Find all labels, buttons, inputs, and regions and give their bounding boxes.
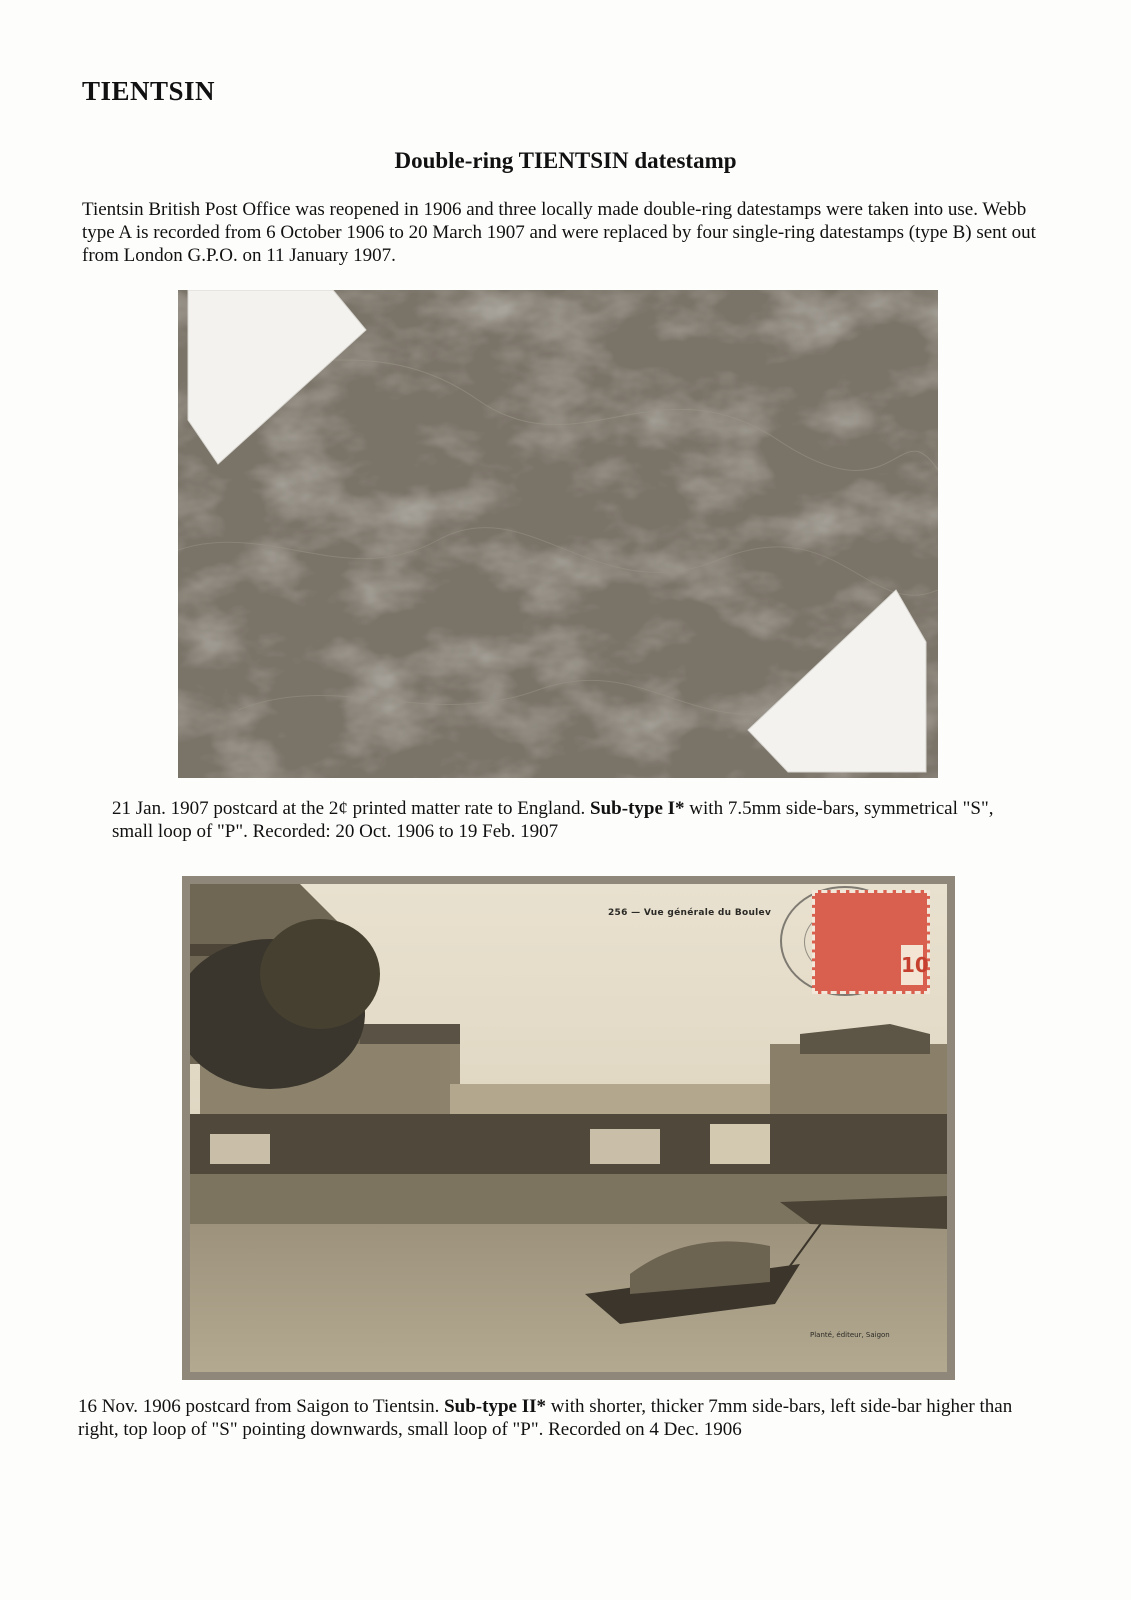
- caption-text: with shorter, thicker 7mm side-bars, left side-bar higher than right, top loop of "S" pointing downwards, small loop of "P". Recorded on 4 Dec. 1906: [78, 1396, 1013, 1440]
- caption-text: 21 Jan. 1907 postcard at the 2¢ printed matter rate to England.: [112, 798, 586, 819]
- subtype-label: Sub-type II*: [444, 1396, 547, 1417]
- caption-text: 16 Nov. 1906 postcard from Saigon to Tientsin.: [78, 1396, 440, 1417]
- page-title: TIENTSIN: [82, 76, 216, 106]
- intro-paragraph: Tientsin British Post Office was reopened in 1906 and three locally made double-ring datestamps were taken into use. Webb type A is recorded from 6 October 1906 to 20 March 1907 and were replaced by four single-ring datestamps (type B) sent out from London G.P.O. on 11 January 1907.: [82, 199, 1036, 266]
- publisher-imprint: Planté, éditeur, Saigon: [810, 1331, 890, 1339]
- marbled-mount-texture: [178, 290, 938, 778]
- stamp-value: 10: [901, 945, 923, 985]
- subtype-label: Sub-type I*: [590, 798, 685, 819]
- postcard-label: 256 — Vue générale du Boulev: [608, 908, 772, 918]
- caption-text: with 7.5mm side-bars, symmetrical "S", small loop of "P". Recorded: 20 Oct. 1906 to 19 Feb. 1907: [112, 798, 994, 842]
- postcard-1-caption: [112, 797, 1012, 843]
- section-heading: Double-ring TIENTSIN datestamp: [394, 148, 737, 173]
- postage-stamp: [812, 890, 930, 994]
- postcard-2: [182, 876, 955, 1380]
- postcard-1-mount: [178, 290, 938, 778]
- postcard-2-caption: [78, 1395, 1038, 1441]
